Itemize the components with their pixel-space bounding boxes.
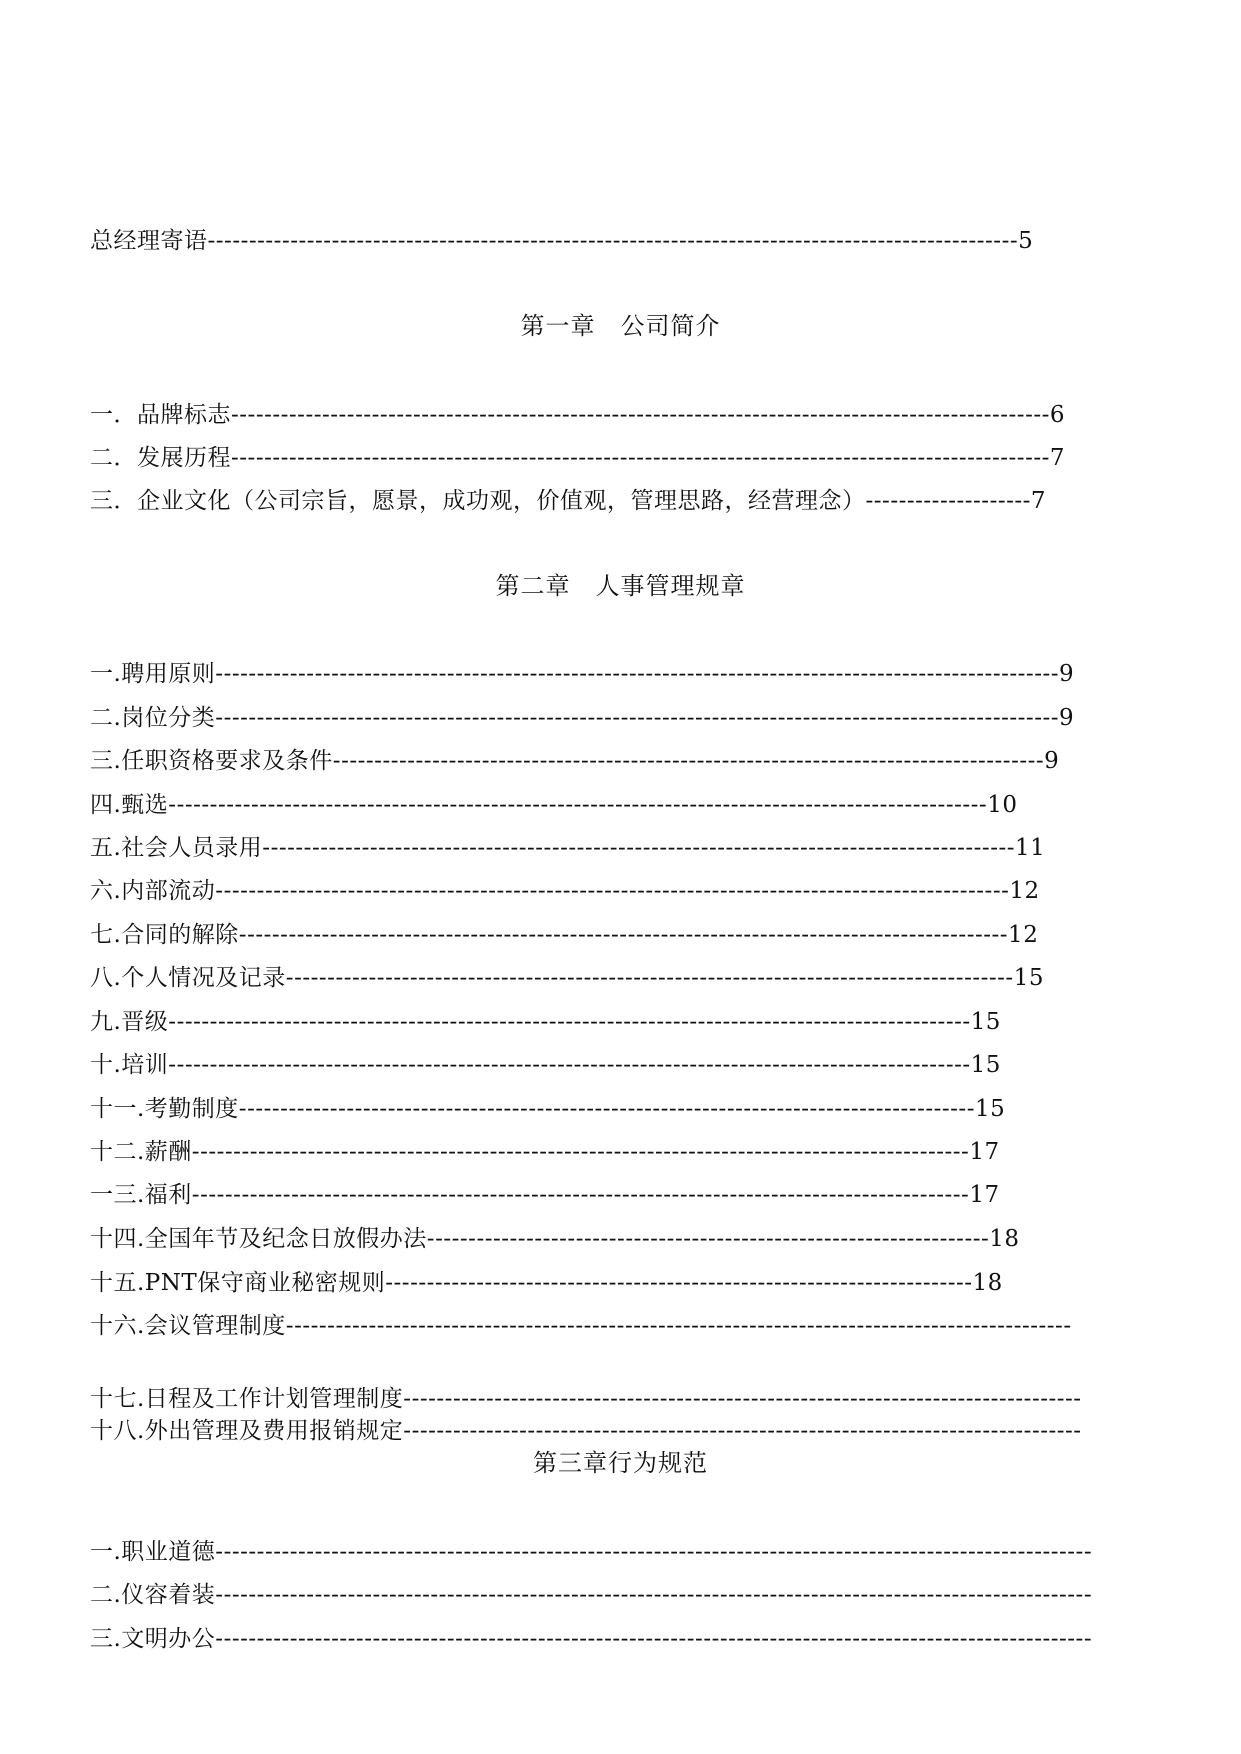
toc-entry: 一．品牌标志---------------------------------------------------------------------------------------------------6 (90, 402, 1066, 428)
toc-entry: 一三.福利----------------------------------------------------------------------------------------------17 (90, 1182, 1000, 1208)
toc-entry: 十一.考勤制度-----------------------------------------------------------------------------------------15 (90, 1096, 1006, 1122)
chapter-heading-3: 第三章行为规范 (533, 1449, 708, 1477)
toc-entry-general-manager-message: 总经理寄语--------------------------------------------------------------------------------------------------5 (90, 228, 1034, 254)
toc-entry: 十七.日程及工作计划管理制度---------------------------------------------------------------------------------- (90, 1386, 1082, 1412)
toc-entry: 三.任职资格要求及条件--------------------------------------------------------------------------------------9 (90, 748, 1060, 774)
toc-entry: 一.职业道德---------------------------------------------------------------------------------------------------------- (90, 1539, 1093, 1565)
toc-entry: 十二.薪酬----------------------------------------------------------------------------------------------17 (90, 1139, 1000, 1165)
toc-entry: 一.聘用原则------------------------------------------------------------------------------------------------------9 (90, 661, 1075, 687)
toc-entry: 七.合同的解除---------------------------------------------------------------------------------------------12 (90, 922, 1039, 948)
toc-entry: 六.内部流动------------------------------------------------------------------------------------------------12 (90, 878, 1040, 904)
toc-entry: 八.个人情况及记录----------------------------------------------------------------------------------------15 (90, 965, 1044, 991)
chapter-heading-2: 第二章 人事管理规章 (495, 572, 746, 600)
toc-entry: 九.晋级-------------------------------------------------------------------------------------------------15 (90, 1009, 1001, 1035)
toc-entry: 二.仪容着装---------------------------------------------------------------------------------------------------------- (90, 1582, 1093, 1608)
toc-entry: 三．企业文化（公司宗旨，愿景，成功观，价值观，管理思路，经营理念）--------------------7 (90, 488, 1047, 514)
chapter-heading-1: 第一章 公司简介 (520, 312, 721, 340)
toc-entry: 二．发展历程---------------------------------------------------------------------------------------------------7 (90, 445, 1066, 471)
toc-entry: 十五.PNT保守商业秘密规则-----------------------------------------------------------------------18 (90, 1270, 1003, 1296)
toc-entry: 四.甄选---------------------------------------------------------------------------------------------------10 (90, 792, 1018, 818)
toc-entry: 十八.外出管理及费用报销规定---------------------------------------------------------------------------------- (90, 1418, 1082, 1444)
toc-entry: 十四.全国年节及纪念日放假办法--------------------------------------------------------------------18 (90, 1226, 1020, 1252)
toc-entry: 十六.会议管理制度----------------------------------------------------------------------------------------------- (90, 1313, 1072, 1339)
toc-entry: 二.岗位分类------------------------------------------------------------------------------------------------------9 (90, 705, 1075, 731)
toc-entry: 五.社会人员录用-------------------------------------------------------------------------------------------11 (90, 835, 1046, 861)
toc-entry: 三.文明办公---------------------------------------------------------------------------------------------------------- (90, 1626, 1093, 1652)
toc-entry: 十.培训-------------------------------------------------------------------------------------------------15 (90, 1052, 1001, 1078)
